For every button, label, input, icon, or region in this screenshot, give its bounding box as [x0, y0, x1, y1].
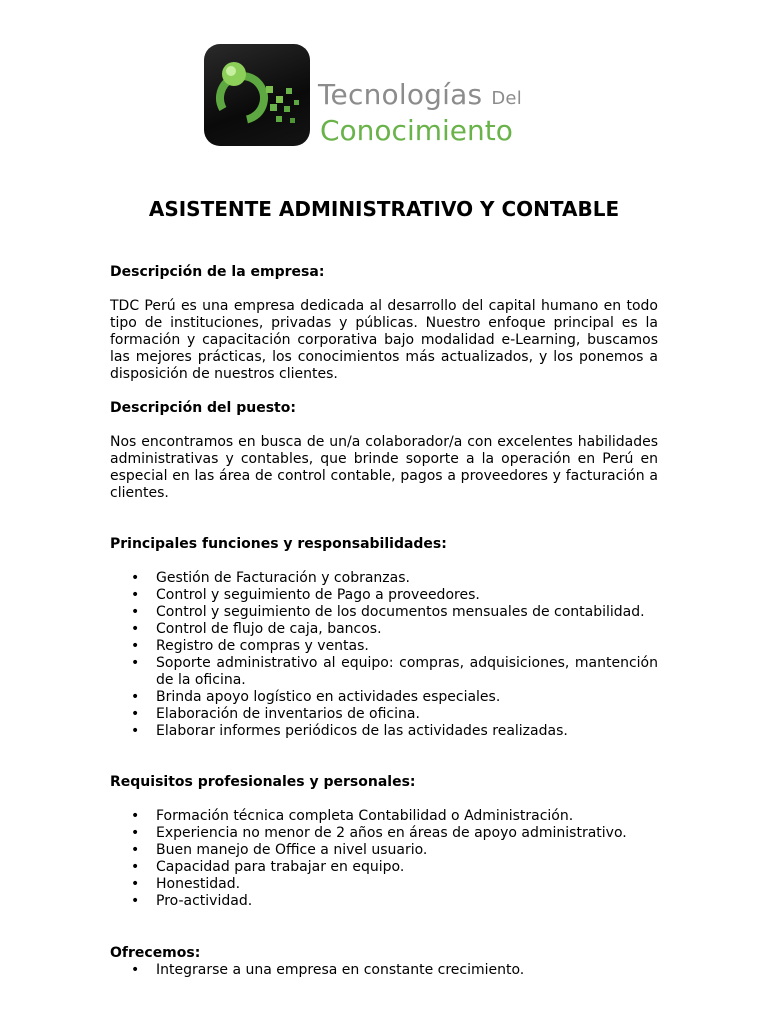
logo-wordmark [318, 80, 522, 148]
requirements-list [110, 808, 658, 910]
list-item: • Brinda apoyo logístico en actividades especiales. [131, 689, 501, 705]
bullet-icon: • [131, 808, 140, 824]
bullet-icon: • [131, 621, 140, 637]
offer-heading: Ofrecemos: [110, 945, 201, 961]
company-heading: Descripción de la empresa: [110, 264, 325, 280]
bullet-icon: • [131, 655, 140, 671]
position-description: Nos encontramos en busca de un/a colaborador/a con excelentes habilidades administrativas y contables, que brinde soporte a la operación en Perú en especial en las área de control contable, pagos a proveedores y facturación a clientes. [110, 434, 658, 501]
company-logo [204, 42, 564, 148]
list-item: • Buen manejo de Office a nivel usuario. [131, 842, 428, 858]
list-item: • Formación técnica completa Contabilidad o Administración. [131, 808, 574, 824]
list-item: • Capacidad para trabajar en equipo. [131, 859, 405, 875]
bullet-icon: • [131, 638, 140, 654]
list-item: • Honestidad. [131, 876, 241, 892]
bullet-icon: • [131, 689, 140, 705]
bullet-icon: • [131, 893, 140, 909]
functions-heading: Principales funciones y responsabilidades: [110, 536, 447, 552]
logo-word-del: Del [491, 88, 522, 109]
list-item: • Control de flujo de caja, bancos. [131, 621, 382, 637]
bullet-icon: • [131, 962, 140, 978]
bullet-icon: • [131, 604, 140, 620]
bullet-icon: • [131, 706, 140, 722]
company-description: TDC Perú es una empresa dedicada al desarrollo del capital humano en todo tipo de instituciones, privadas y públicas. Nuestro enfoque principal es la formación y capacitación corporativa bajo modalidad e-Learning, buscamos las mejores prácticas, los conocimientos más actualizados, y los ponemos a disposición de nuestros clientes. [110, 298, 658, 382]
bullet-icon: • [131, 876, 140, 892]
bullet-icon: • [131, 859, 140, 875]
position-heading: Descripción del puesto: [110, 400, 296, 416]
functions-list [110, 570, 658, 740]
list-item: • Experiencia no menor de 2 años en áreas de apoyo administrativo. [131, 825, 627, 841]
bullet-icon: • [131, 570, 140, 586]
list-item: • Elaborar informes periódicos de las actividades realizadas. [131, 723, 568, 739]
list-item: • Control y seguimiento de los documentos mensuales de contabilidad. [131, 604, 645, 620]
logo-word-conocimiento: Conocimiento [320, 114, 513, 147]
bullet-icon: • [131, 587, 140, 603]
list-item: • Soporte administrativo al equipo: compras, adquisiciones, mantención de la oficina. [131, 655, 658, 688]
list-item: • Registro de compras y ventas. [131, 638, 369, 654]
page-title: ASISTENTE ADMINISTRATIVO Y CONTABLE [148, 197, 620, 221]
bullet-icon: • [131, 842, 140, 858]
list-item: • Elaboración de inventarios de oficina. [131, 706, 420, 722]
requirements-heading: Requisitos profesionales y personales: [110, 774, 416, 790]
list-item: • Gestión de Facturación y cobranzas. [131, 570, 410, 586]
offer-list [110, 962, 658, 979]
list-item: • Control y seguimiento de Pago a proveedores. [131, 587, 480, 603]
list-item: • Integrarse a una empresa en constante crecimiento. [131, 962, 525, 978]
bullet-icon: • [131, 825, 140, 841]
bullet-icon: • [131, 723, 140, 739]
list-item: • Pro-actividad. [131, 893, 253, 909]
logo-word-tecnologias: Tecnologías [318, 78, 483, 111]
logo-mark-icon [204, 44, 310, 146]
